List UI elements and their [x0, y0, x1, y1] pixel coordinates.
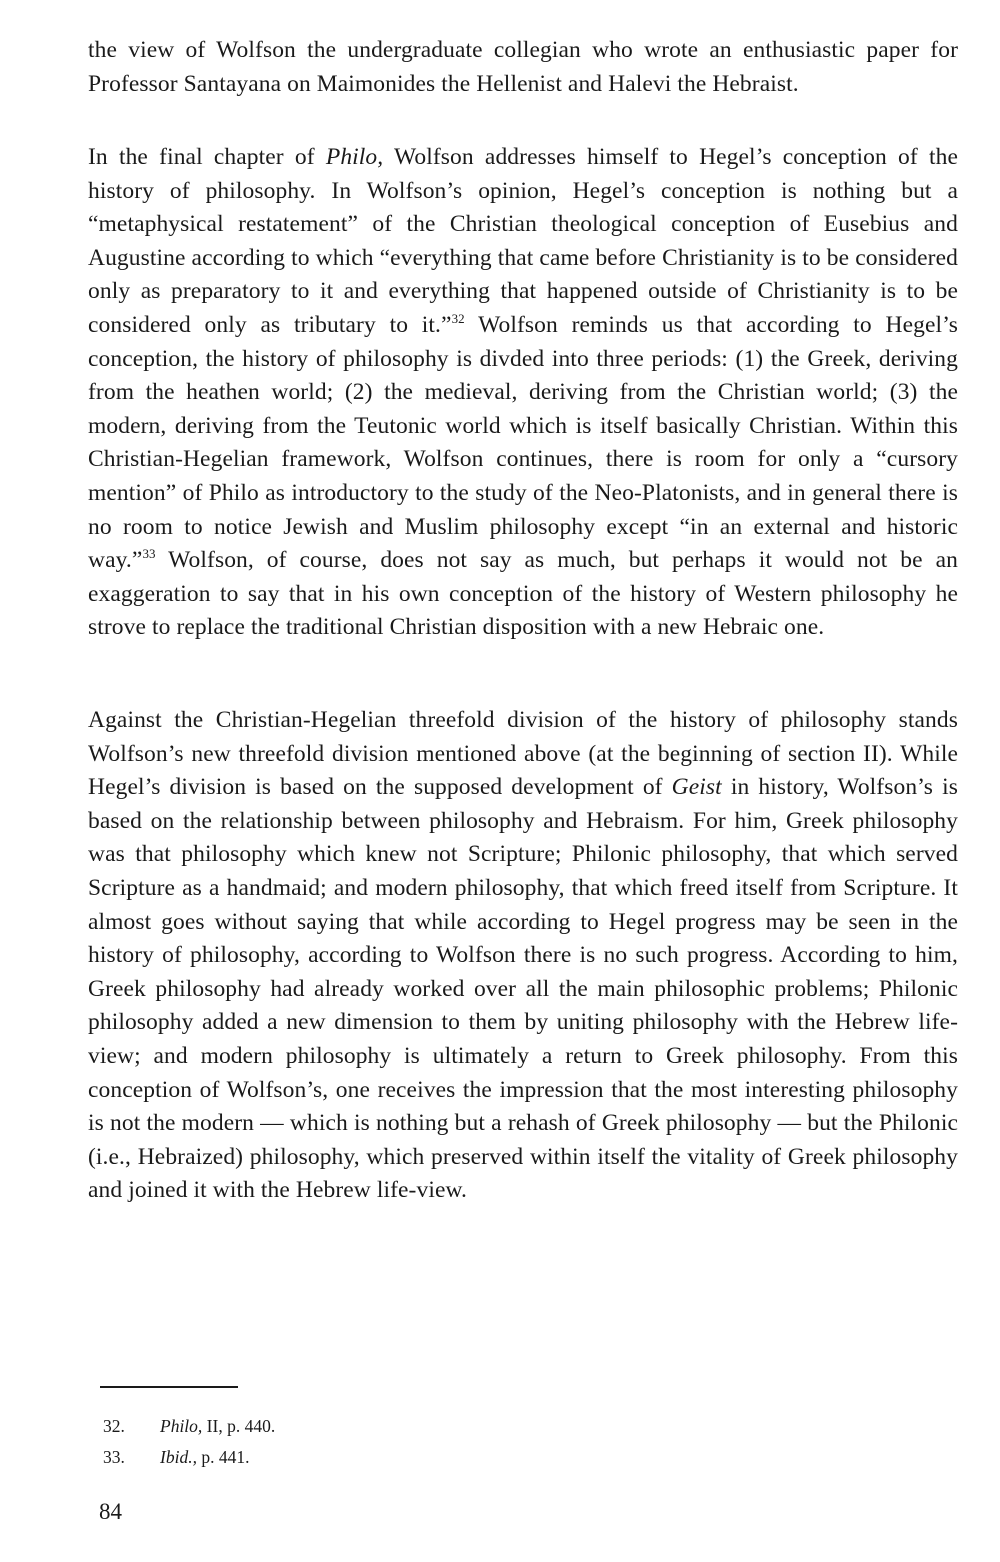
footnote-ref: 32: [451, 311, 465, 327]
footnote-text: [160, 1411, 275, 1442]
footnote-number: 32.: [103, 1416, 125, 1436]
text-run: Wolfson addresses himself to Hegel’s conception of the history of philosophy. In Wolfson’s opinion, Hegel’s conception is nothing but a “metaphysical restatement” of the Christian theological conception of Eusebius and Augustine according to which “everything that came before Christianity is to be considered only as preparatory to it and everything that happened outside of Christianity is to be considered only as tributary to it.”: [88, 144, 958, 338]
text-run: Wolfson, of course, does not say as much, but perhaps it would not be an exaggeration to say that in his own conception of the history of Western philosophy he strove to replace the traditional Christian disposition with a new Hebraic one.: [88, 547, 958, 641]
footnote-text: [160, 1442, 249, 1473]
body-paragraph: [88, 34, 958, 101]
text-run: In the final chapter of: [88, 144, 326, 170]
footnote-title: Ibid.,: [160, 1447, 197, 1467]
body-paragraph: [88, 141, 958, 645]
italic-text: Geist: [671, 774, 722, 801]
footnote-divider: [100, 1386, 238, 1388]
body-paragraph: [88, 704, 958, 1208]
footnote-locator: p. 441.: [196, 1447, 250, 1467]
footnote-title: Philo,: [160, 1416, 203, 1436]
footnotes: [103, 1411, 275, 1473]
footnote-33: [103, 1442, 275, 1473]
text-run: Against the Christian-Hegelian threefold division of the history of philosophy stands Wolfson’s new threefold division mentioned above (at the beginning of section II). While Hegel’s division is based on the supposed development of: [88, 707, 958, 801]
italic-text: Philo,: [325, 144, 384, 170]
footnote-32: [103, 1411, 275, 1442]
text-run: the view of Wolfson the undergraduate collegian who wrote an enthusiastic paper for Professor Santayana on Maimonides the Hellenist and Halevi the Hebraist.: [88, 37, 958, 97]
footnote-locator: II, p. 440.: [202, 1416, 276, 1436]
footnote-number: 33.: [103, 1447, 125, 1467]
footnote-ref: 33: [142, 546, 156, 562]
page-number: 84: [99, 1499, 122, 1524]
text-run: in history, Wolfson’s is based on the relationship between philosophy and Hebraism. For him, Greek philosophy was that philosophy which knew not Scripture; Philonic philosophy, that which served Scripture as a handmaid; and modern philosophy, that which freed itself from Scripture. It almost goes without saying that while according to Hegel progress may be seen in the history of philosophy, according to Wolfson there is no such progress. According to him, Greek philosophy had already worked over all the main philosophic problems; Philonic philosophy added a new dimension to them by uniting philosophy with the Hebrew life-view; and modern philosophy is ultimately a return to Greek philosophy. From this conception of Wolfson’s, one receives the impression that the most interesting philosophy is not the modern — which is nothing but a rehash of Greek philosophy — but the Philonic (i.e., Hebraized) philosophy, which preserved within itself the vitality of Greek philosophy and joined it with the Hebrew life-view.: [88, 774, 958, 1204]
text-run: Wolfson reminds us that according to Hegel’s conception, the history of philosophy is divded into three periods: (1) the Greek, deriving from the heathen world; (2) the medieval, deriving from the Christian world; (3) the modern, deriving from the Teutonic world which is itself basically Christian. Within this Christian-Hegelian framework, Wolfson continues, there is room for only a “cursory mention” of Philo as introductory to the study of the Neo-Platonists, and in general there is no room to notice Jewish and Muslim philosophy except “in an external and historic way.”: [88, 311, 958, 574]
